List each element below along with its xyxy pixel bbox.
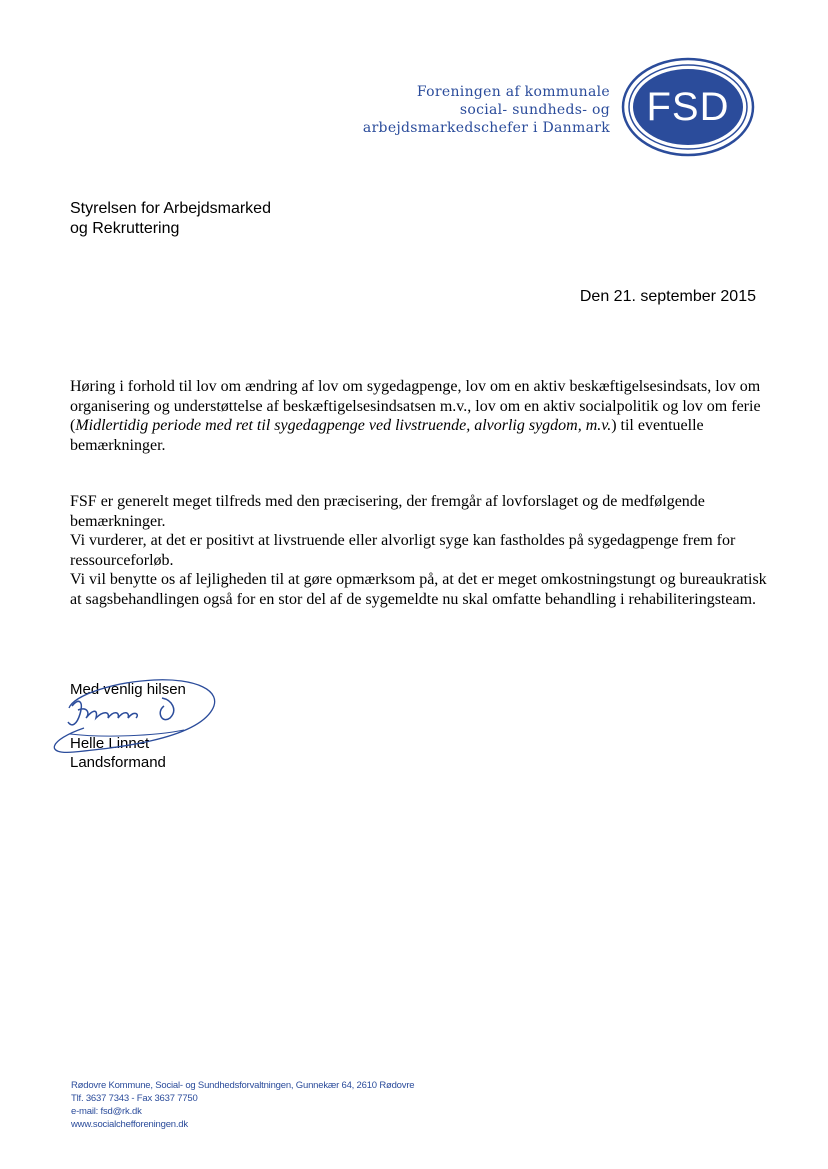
recipient-line-1: Styrelsen for Arbejdsmarked <box>70 200 271 217</box>
subject-text-1: Høring i forhold til lov om ændring af lov om sygedagpenge, lov om en aktiv beskæftigelsesindsats, lov om organisering og understøttelse af beskæftigelsesindsatsen m.v., lov om en aktiv socialpolitik og lov om ferie ( <box>70 378 761 434</box>
footer-website[interactable]: www.socialchefforeningen.dk <box>71 1119 188 1130</box>
logo-text: FSD <box>646 85 730 129</box>
footer-address: Rødovre Kommune, Social- og Sundhedsforvaltningen, Gunnekær 64, 2610 Rødovre <box>71 1080 415 1091</box>
closing-greeting: Med venlig hilsen <box>70 681 186 698</box>
subject-italic: Midlertidig periode med ret til sygedagpenge ved livstruende, alvorlig sygdom, m.v. <box>75 417 612 434</box>
footer-phone: Tlf. 3637 7343 - Fax 3637 7750 <box>71 1093 198 1104</box>
fsd-logo <box>621 57 755 157</box>
signer-title: Landsformand <box>70 754 166 771</box>
organization-name <box>250 83 610 137</box>
org-name-line-1: Foreningen af kommunale <box>416 84 610 100</box>
letter-subject <box>70 377 770 455</box>
recipient-address <box>70 199 271 239</box>
handwritten-signature <box>44 670 222 760</box>
body-paragraph-1: FSF er generelt meget tilfreds med den præcisering, der fremgår af lovforslaget og de medfølgende bemærkninger. <box>70 493 705 530</box>
body-paragraph-2: Vi vurderer, at det er positivt at livstruende eller alvorligt syge kan fastholdes på sygedagpenge frem for ressourceforløb. <box>70 532 736 569</box>
subject-text-2: ) til eventuelle bemærkninger. <box>70 417 704 454</box>
letter-body <box>70 492 770 610</box>
org-name-line-3: arbejdsmarkedschefer i Danmark <box>362 120 610 136</box>
body-paragraph-3: Vi vil benytte os af lejligheden til at gøre opmærksom på, at det er meget omkostningstungt og bureaukratisk at sagsbehandlingen også for en stor del af de sygemeldte nu skal omfatte behandling i rehabiliteringsteam. <box>70 571 767 608</box>
org-name-line-2: social- sundheds- og <box>459 102 610 118</box>
letter-date: Den 21. september 2015 <box>579 288 756 305</box>
footer-email[interactable]: e-mail: fsd@rk.dk <box>71 1106 142 1117</box>
signer-name: Helle Linnet <box>70 735 150 752</box>
recipient-line-2: og Rekruttering <box>70 220 180 237</box>
letter-footer <box>71 1079 414 1131</box>
